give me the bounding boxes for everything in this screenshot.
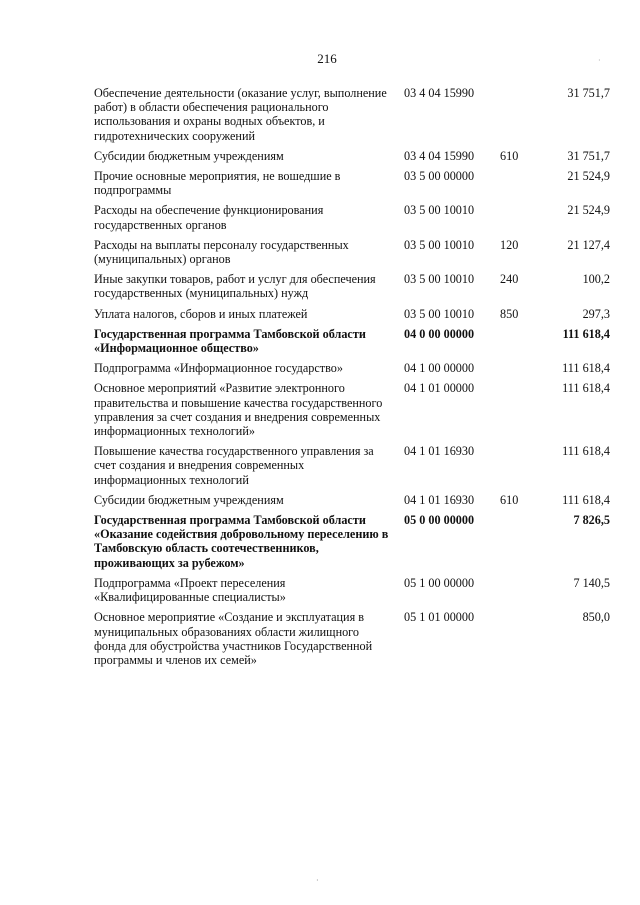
row-code: 05 0 00 00000 — [404, 513, 475, 528]
table-row — [94, 307, 610, 321]
table-row — [94, 444, 610, 487]
row-name: Основное мероприятие «Создание и эксплуатация в муниципальных образованиях области жилищного фонда для обустройства участников Государственной программы и членов их семей» — [94, 610, 373, 667]
table-row — [94, 238, 610, 266]
row-expense-type: 610 — [500, 492, 519, 507]
table-row — [94, 169, 610, 197]
table-row — [94, 272, 610, 300]
row-amount: 7 140,5 — [573, 575, 610, 590]
row-amount: 21 127,4 — [567, 237, 610, 252]
table-row — [94, 493, 610, 507]
budget-table — [94, 86, 610, 673]
row-name: Расходы на обеспечение функционирования государственных органов — [94, 203, 324, 232]
row-name: Основное мероприятий «Развитие электронного правительства и повышение качества государственного управления за счет создания и внедрения современных информационных технологий» — [94, 381, 383, 439]
row-expense-type: 120 — [500, 237, 519, 252]
row-code: 03 4 04 15990 — [404, 86, 475, 100]
row-amount: 31 751,7 — [567, 86, 610, 100]
row-amount: 21 524,9 — [567, 203, 610, 218]
table-row — [94, 86, 610, 143]
row-name: Подпрограмма «Информационное государство» — [94, 361, 343, 376]
row-amount: 31 751,7 — [567, 148, 610, 163]
row-code: 04 1 01 16930 — [404, 492, 475, 507]
row-amount: 111 618,4 — [562, 492, 610, 507]
row-code: 04 1 01 00000 — [404, 381, 475, 396]
row-code: 04 1 01 16930 — [404, 444, 475, 459]
row-amount: 111 618,4 — [562, 444, 610, 459]
row-code: 04 1 00 00000 — [404, 361, 475, 376]
table-row — [94, 513, 610, 570]
row-name: Обеспечение деятельности (оказание услуг, выполнение работ) в области обеспечения рационального использования и охраны водных объектов, и гидротехнических сооружений — [94, 86, 387, 143]
row-code: 03 5 00 10010 — [404, 272, 475, 287]
row-amount: 297,3 — [582, 306, 610, 321]
row-expense-type: 610 — [500, 148, 519, 163]
row-name: Повышение качества государственного управления за счет создания и внедрения современных информационных технологий — [94, 444, 374, 487]
row-code: 03 5 00 10010 — [404, 306, 475, 321]
row-amount: 850,0 — [582, 610, 610, 625]
table-row — [94, 203, 610, 231]
row-amount: 111 618,4 — [562, 361, 610, 376]
row-name: Иные закупки товаров, работ и услуг для обеспечения государственных (муниципальных) нужд — [94, 272, 376, 301]
scan-dot: · — [598, 56, 601, 65]
row-amount: 111 618,4 — [562, 381, 610, 396]
row-code: 03 5 00 00000 — [404, 169, 475, 184]
scan-dot: · — [316, 876, 319, 885]
table-row — [94, 327, 610, 355]
page-number: 216 — [317, 51, 337, 66]
row-code: 03 5 00 10010 — [404, 237, 475, 252]
table-row — [94, 576, 610, 604]
row-amount: 100,2 — [582, 272, 610, 287]
row-name: Расходы на выплаты персоналу государственных (муниципальных) органов — [94, 237, 349, 267]
row-name: Прочие основные мероприятия, не вошедшие в подпрограммы — [94, 169, 341, 198]
table-row — [94, 610, 610, 667]
row-code: 04 0 00 00000 — [404, 326, 475, 341]
row-amount: 111 618,4 — [562, 326, 610, 341]
row-name: Государственная программа Тамбовской области «Информационное общество» — [94, 326, 366, 356]
table-row — [94, 361, 610, 375]
table-row — [94, 149, 610, 163]
row-name: Субсидии бюджетным учреждениям — [94, 492, 284, 507]
row-name: Уплата налогов, сборов и иных платежей — [94, 306, 308, 321]
row-amount: 7 826,5 — [573, 513, 610, 528]
row-expense-type: 850 — [500, 306, 519, 321]
row-expense-type: 240 — [500, 272, 519, 287]
row-name: Субсидии бюджетным учреждениям — [94, 148, 284, 163]
row-code: 03 5 00 10010 — [404, 203, 475, 218]
row-code: 03 4 04 15990 — [404, 148, 475, 163]
row-code: 05 1 00 00000 — [404, 575, 475, 590]
row-code: 05 1 01 00000 — [404, 610, 475, 625]
row-name: Подпрограмма «Проект переселения «Квалифицированные специалисты» — [94, 575, 286, 605]
row-amount: 21 524,9 — [567, 169, 610, 184]
row-name: Государственная программа Тамбовской области «Оказание содействия добровольному переселению в Тамбовскую область соотечественников, проживающих за рубежом» — [94, 513, 389, 570]
table-row — [94, 381, 610, 438]
